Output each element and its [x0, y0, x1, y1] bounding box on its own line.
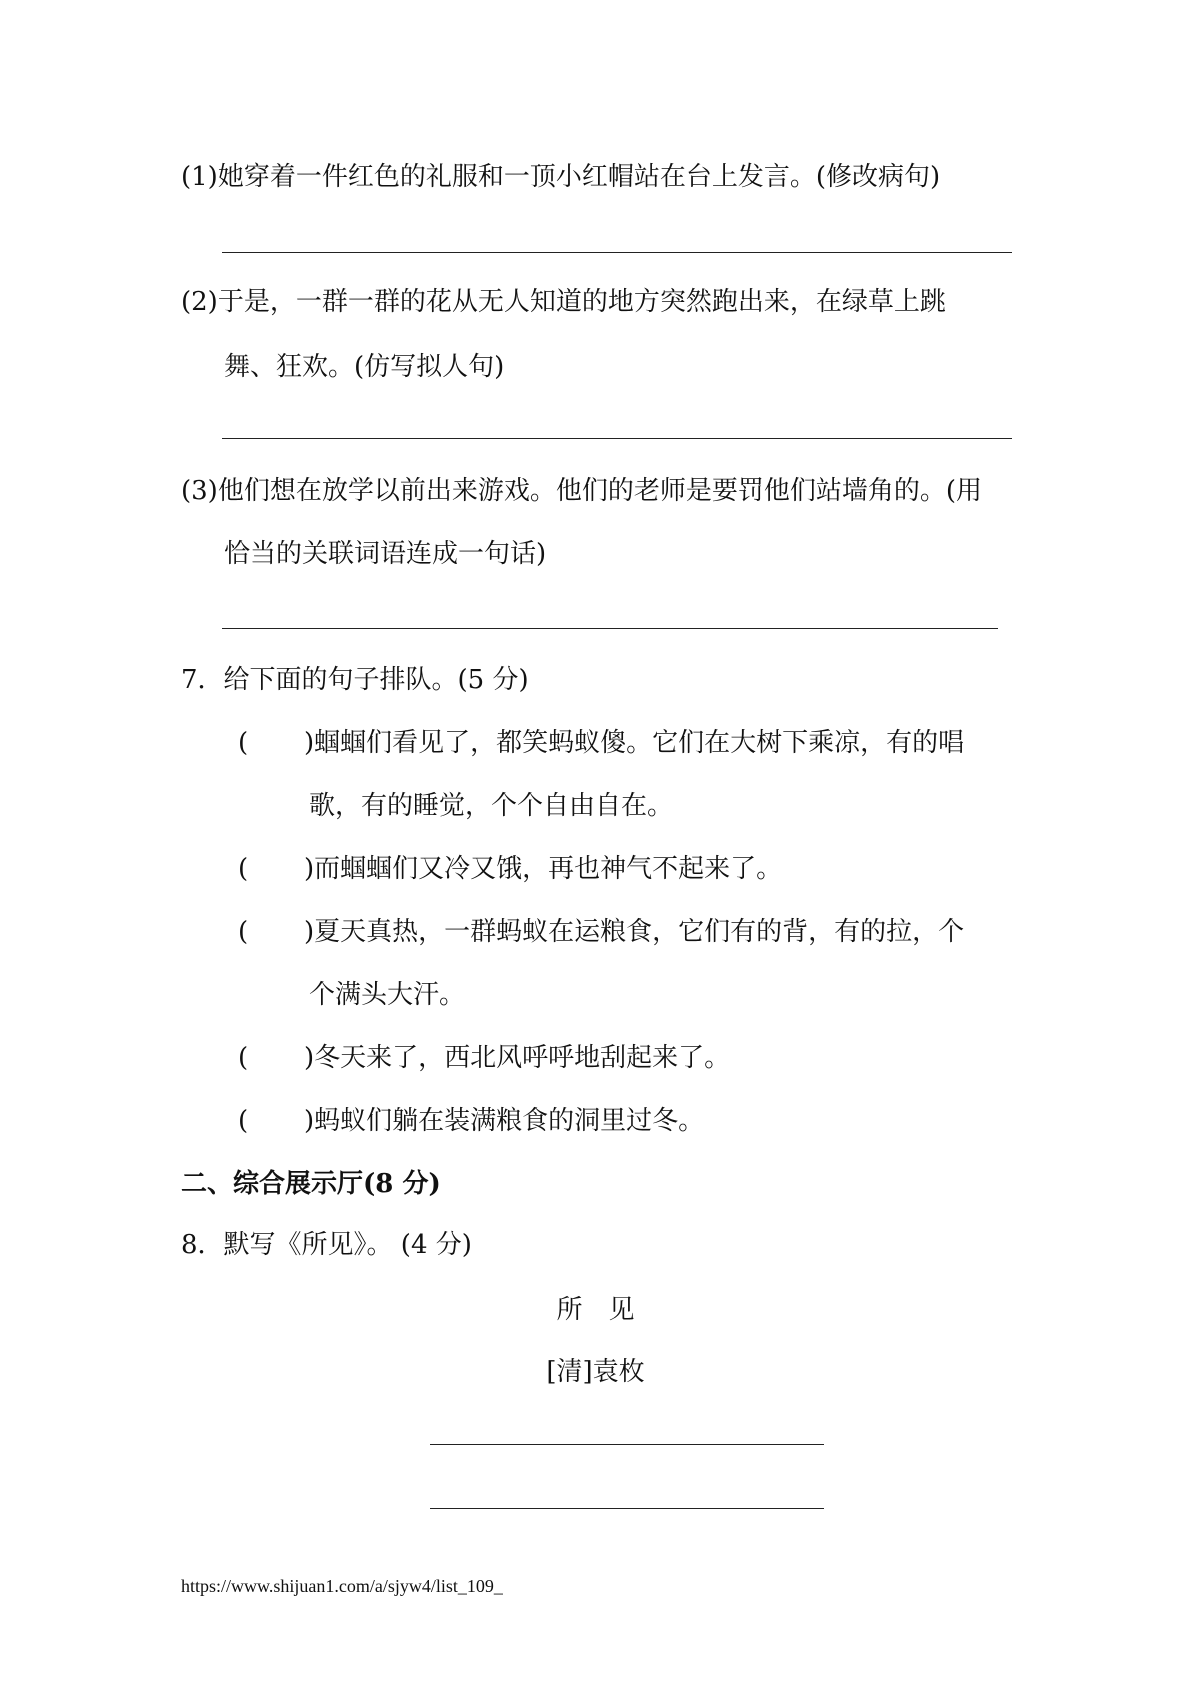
footer-url: https://www.shijuan1.com/a/sjyw4/list_109_ — [181, 1576, 503, 1596]
q6-item-1: (1)她穿着一件红色的礼服和一顶小红帽站在台上发言。(修改病句) — [181, 162, 941, 192]
q6-item-3-line-1: (3)他们想在放学以前出来游戏。他们的老师是要罚他们站墙角的。(用 — [181, 476, 982, 506]
q7-item-2 — [238, 852, 782, 886]
poem-answer-line-2[interactable] — [430, 1508, 824, 1509]
q7-item-5-text: )蚂蚁们躺在装满粮食的洞里过冬。 — [304, 1106, 705, 1136]
q7-item-3-line-2: 个满头大汗。 — [309, 980, 466, 1010]
answer-line-2[interactable] — [222, 438, 1012, 439]
q7-item-5 — [238, 1104, 704, 1138]
q7-item-3-text: )夏天真热，一群蚂蚁在运粮食，它们有的背，有的拉，个 — [304, 917, 965, 947]
q6-item-3-line-2: 恰当的关联词语连成一句话) — [224, 539, 547, 569]
q7-item-4-text: )冬天来了，西北风呼呼地刮起来了。 — [304, 1043, 731, 1073]
answer-line-3[interactable] — [222, 628, 998, 629]
poem-answer-line-1[interactable] — [430, 1444, 824, 1445]
q7-item-2-text: )而蝈蝈们又冷又饿，再也神气不起来了。 — [304, 854, 783, 884]
q8-title: 8．默写《所见》。 (4 分) — [181, 1230, 472, 1260]
q7-item-1-line-2: 歌，有的睡觉，个个自由自在。 — [309, 791, 674, 821]
q6-item-2-line-2: 舞、狂欢。(仿写拟人句) — [224, 352, 505, 382]
order-blank[interactable]: ( — [238, 1043, 249, 1073]
section-2-title: 二、综合展示厅(8 分) — [181, 1169, 441, 1199]
q7-title: 7．给下面的句子排队。(5 分) — [181, 665, 529, 695]
q7-item-3 — [238, 915, 964, 949]
q6-item-2-line-1: (2)于是，一群一群的花从无人知道的地方突然跑出来，在绿草上跳 — [181, 287, 946, 317]
q7-item-1-text: )蝈蝈们看见了，都笑蚂蚁傻。它们在大树下乘凉，有的唱 — [304, 728, 965, 758]
q7-item-1 — [238, 726, 964, 760]
q7-item-4 — [238, 1041, 730, 1075]
order-blank[interactable]: ( — [238, 1106, 249, 1136]
poem-author: [清]袁枚 — [546, 1357, 645, 1387]
poem-title: 所 见 — [556, 1295, 635, 1325]
answer-line-1[interactable] — [222, 252, 1012, 253]
order-blank[interactable]: ( — [238, 917, 249, 947]
order-blank[interactable]: ( — [238, 728, 249, 758]
order-blank[interactable]: ( — [238, 854, 249, 884]
